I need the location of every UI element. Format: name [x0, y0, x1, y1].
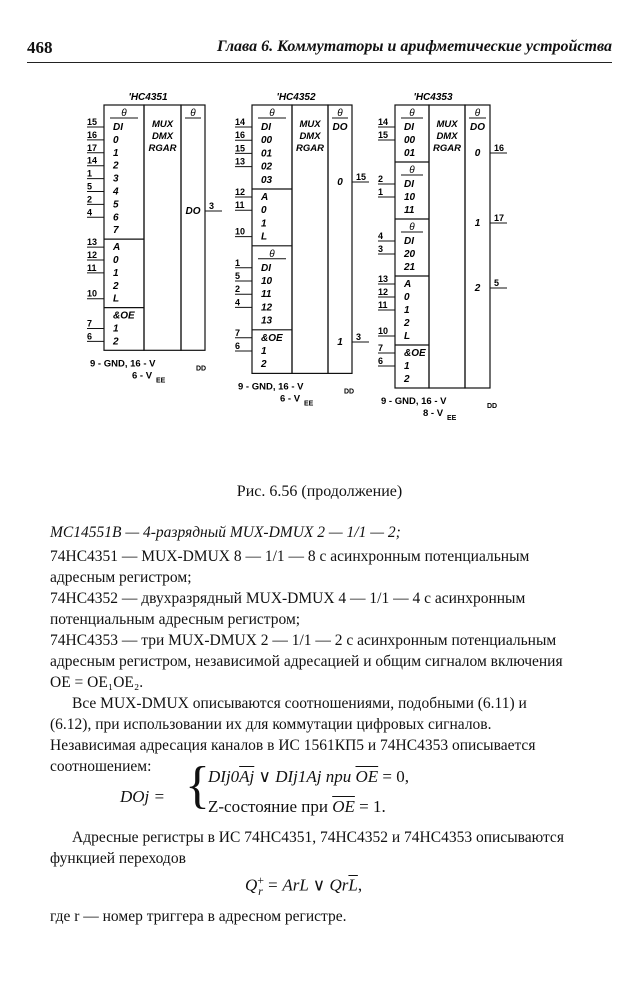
output-signal-label: DO — [332, 122, 348, 133]
paragraph-hc4351: 74HC4351 — MUX-DMUX 8 — 1/1 — 8 с асинхронным потенциальным адресным регистром; — [50, 548, 530, 586]
input-pin-number: 11 — [235, 200, 245, 211]
output-signal-label: DO — [185, 206, 201, 217]
power-note-sub: DD — [196, 365, 207, 373]
input-pin-number: 7 — [87, 318, 93, 329]
input-pin-number: 10 — [87, 288, 98, 299]
input-signal-label: 01 — [261, 148, 273, 160]
input-signal-label: 1 — [261, 346, 267, 357]
input-pin-number: 13 — [87, 237, 98, 248]
input-pin-number: 15 — [87, 117, 98, 127]
power-note: 9 - GND, 16 - V — [238, 381, 304, 393]
power-note: 8 - V — [423, 408, 444, 419]
input-pin-number: 17 — [87, 142, 98, 153]
input-signal-label: 1 — [261, 218, 267, 230]
input-pin-number: 5 — [235, 271, 241, 281]
input-pin-number: 1 — [87, 168, 93, 179]
input-pin-number: 7 — [378, 343, 384, 353]
equation-line2-c: = 1. — [354, 797, 386, 816]
input-pin-number: 4 — [87, 207, 93, 218]
input-pin-number: 12 — [87, 250, 98, 260]
input-signal-label: &OE — [261, 332, 283, 344]
chip-right-column — [181, 105, 205, 350]
input-signal-label: 6 — [113, 212, 119, 224]
equation-line1-e: = 0, — [378, 767, 410, 786]
input-signal-label: 2 — [404, 318, 410, 329]
chip-right-column — [328, 105, 352, 373]
output-signal-label: 1 — [474, 218, 481, 229]
paragraph-hc4352: 74HC4352 — двухразрядный MUX-DMUX 4 — 1/1 — 4 с асинхронным потенциальным адресным регистром; — [50, 590, 526, 628]
input-signal-label: 1 — [113, 323, 119, 335]
function-label: RGAR — [148, 143, 177, 154]
input-signal-label: 20 — [404, 249, 416, 260]
input-pin-number: 2 — [235, 284, 241, 295]
equation-doj-line1 — [208, 767, 409, 787]
input-signal-label: 11 — [261, 289, 272, 301]
input-pin-number: 6 — [87, 331, 93, 342]
figure-caption: Рис. 6.56 (продолжение) — [236, 483, 403, 500]
input-signal-label: 13 — [261, 315, 273, 327]
input-signal-label: &OE — [113, 310, 135, 322]
output-signal-label: 2 — [474, 283, 481, 294]
input-signal-label: 0 — [404, 292, 410, 303]
function-label: MUX — [299, 119, 321, 130]
theta-label: θ — [409, 165, 415, 176]
input-pin-number: 16 — [87, 129, 98, 140]
input-signal-label: 12 — [261, 302, 273, 314]
input-signal-label: 7 — [113, 225, 119, 237]
input-signal-label: 0 — [113, 255, 119, 266]
input-pin-number: 10 — [378, 326, 389, 336]
input-signal-label: &OE — [404, 348, 426, 359]
function-label: DMX — [436, 131, 458, 142]
input-signal-label: DI — [404, 236, 414, 247]
paragraph-registers: Адресные регистры в ИС 74HC4351, 74HC4352 и 74HC4353 описываются функцией переходов — [50, 829, 564, 867]
output-signal-label: DO — [470, 122, 485, 133]
input-pin-number: 11 — [87, 262, 97, 273]
input-pin-number: 2 — [378, 174, 384, 184]
input-pin-number: 3 — [378, 244, 384, 254]
paragraph-mc14551: MC14551B — 4-разрядный MUX-DMUX 2 — 1/1 — 2; — [50, 524, 401, 541]
output-pin-number: 17 — [494, 213, 505, 223]
input-signal-label: DI — [261, 262, 271, 274]
power-note-sub: DD — [487, 403, 498, 410]
power-note: 6 - V — [132, 370, 153, 382]
paragraph-hc4353: 74HC4353 — три MUX-DMUX 2 — 1/1 — 2 с асинхронным потенциальным адресным регистром, независимой адресацией и общим сигналом включения OE = OE₁OE₂. — [50, 632, 563, 691]
input-signal-label: L — [261, 231, 268, 243]
equation-doj-lhs — [120, 787, 165, 807]
input-signal-label: A — [261, 192, 269, 203]
input-signal-label: 02 — [261, 161, 273, 173]
input-signal-label: 0 — [261, 205, 267, 217]
theta-label: θ — [121, 108, 127, 119]
input-pin-number: 2 — [87, 194, 93, 205]
input-signal-label: 1 — [404, 305, 410, 316]
equation-line1-c: ∨ DIj1Aj при — [254, 767, 356, 786]
input-signal-label: DI — [113, 122, 123, 133]
output-pin-number: 16 — [494, 143, 505, 153]
input-pin-number: 14 — [378, 117, 389, 127]
equation-line1-b: $\overline{Aj}$ — [239, 767, 255, 786]
output-pin-number: 5 — [494, 278, 500, 288]
equation-line2-a: Z-состояние при — [208, 797, 333, 816]
equation-rhs-a: = ArL ∨ Qr — [262, 875, 349, 895]
input-pin-number: 4 — [378, 231, 384, 241]
power-note: 9 - GND, 16 - V — [90, 358, 156, 370]
equation-q-sub: r — [258, 884, 263, 899]
input-signal-label: DI — [261, 122, 271, 133]
input-signal-label: DI — [404, 122, 414, 133]
power-note-sub: DD — [344, 388, 355, 396]
header-rule — [27, 62, 612, 63]
input-signal-label: 2 — [113, 336, 119, 348]
function-label: DMX — [151, 131, 174, 142]
chip-name: 'HC4351 — [128, 92, 168, 103]
output-signal-label: 0 — [474, 148, 481, 159]
input-signal-label: 2 — [113, 280, 119, 292]
input-pin-number: 6 — [235, 341, 241, 351]
output-theta-label: θ — [190, 108, 196, 119]
input-pin-number: 12 — [378, 287, 389, 297]
input-signal-label: 00 — [261, 135, 273, 147]
input-pin-number: 11 — [378, 300, 388, 310]
chip-diagrams — [0, 80, 639, 475]
function-label: MUX — [151, 119, 174, 130]
input-pin-number: 13 — [378, 274, 389, 284]
equation-q: Q — [245, 875, 258, 895]
power-note-sub: EE — [304, 400, 314, 408]
function-label: RGAR — [433, 143, 461, 154]
theta-label: θ — [409, 222, 415, 233]
output-pin-number: 15 — [356, 172, 367, 182]
output-pin-number: 3 — [356, 332, 362, 342]
input-pin-number: 14 — [235, 117, 246, 127]
input-signal-label: 1 — [113, 267, 119, 279]
chip-name: 'HC4352 — [276, 92, 316, 103]
input-pin-number: 16 — [235, 130, 246, 141]
equation-brace: { — [185, 757, 210, 814]
input-signal-label: 11 — [404, 205, 415, 216]
input-signal-label: 10 — [404, 192, 416, 203]
theta-label: θ — [269, 248, 275, 260]
input-pin-number: 1 — [235, 257, 241, 268]
equation-doj-lhs-text: DOj = — [120, 787, 165, 806]
input-pin-number: 5 — [87, 181, 93, 192]
power-note-sub: EE — [447, 415, 457, 422]
input-pin-number: 4 — [235, 297, 241, 308]
input-signal-label: 5 — [113, 199, 119, 211]
input-pin-number: 13 — [235, 156, 246, 167]
input-signal-label: 2 — [261, 359, 267, 371]
input-signal-label: 3 — [113, 173, 119, 185]
equation-rhs-c: , — [357, 875, 363, 895]
equation-q-sup: + — [257, 873, 265, 887]
paragraph-trigger-note: где r — номер триггера в адресном регистре. — [50, 908, 347, 925]
paragraph-relations: Все MUX-DMUX описываются соотношениями, подобными (6.11) и (6.12), при использовании их для коммутации цифровых сигналов. Независимая адресация каналов в ИС 1561КП5 и 74HC4353 описывается соотношением: — [50, 695, 536, 775]
input-signal-label: 0 — [113, 134, 119, 146]
input-pin-number: 14 — [87, 155, 98, 166]
input-signal-label: 10 — [261, 276, 273, 287]
page-header — [27, 38, 612, 60]
output-signal-label: 1 — [337, 337, 343, 348]
output-pin-number: 3 — [209, 201, 215, 211]
function-label: DMX — [299, 131, 321, 142]
output-theta-label: θ — [337, 108, 343, 119]
input-signal-label: A — [113, 242, 121, 254]
input-pin-number: 15 — [235, 143, 246, 154]
page-number: 468 — [27, 38, 53, 57]
power-note: 9 - GND, 16 - V — [381, 396, 447, 407]
input-pin-number: 12 — [235, 187, 246, 197]
power-note-sub: EE — [156, 377, 166, 385]
input-signal-label: A — [404, 279, 412, 290]
input-signal-label: 1 — [404, 361, 410, 372]
theta-label: θ — [269, 108, 275, 119]
equation-line1-a: DIj0 — [208, 767, 240, 786]
input-signal-label: 1 — [113, 147, 119, 159]
power-note: 6 - V — [280, 393, 301, 405]
equation-rhs-b: $\overline{L}$ — [348, 875, 358, 895]
input-signal-label: DI — [404, 179, 414, 190]
chapter-title: Глава 6. Коммутаторы и арифметические устройства — [217, 38, 612, 55]
output-theta-label: θ — [474, 108, 481, 119]
input-signal-label: L — [113, 293, 120, 305]
input-pin-number: 15 — [378, 130, 389, 140]
input-signal-label: L — [404, 331, 411, 342]
input-signal-label: 00 — [404, 135, 416, 146]
input-signal-label: 21 — [404, 262, 416, 273]
input-signal-label: 01 — [404, 148, 416, 159]
function-label: MUX — [436, 119, 458, 130]
input-pin-number: 6 — [378, 356, 384, 366]
input-pin-number: 1 — [378, 187, 384, 197]
input-signal-label: 2 — [113, 160, 119, 172]
output-signal-label: 0 — [337, 177, 343, 188]
theta-label: θ — [409, 108, 415, 119]
input-signal-label: 4 — [113, 186, 119, 198]
equation-transition — [245, 873, 362, 899]
input-signal-label: 03 — [261, 174, 273, 186]
input-pin-number: 7 — [235, 327, 241, 338]
chip-name: 'HC4353 — [413, 92, 453, 103]
input-signal-label: 2 — [404, 374, 410, 385]
function-label: RGAR — [296, 143, 324, 154]
equation-doj-line2 — [208, 797, 386, 817]
equation-line2-b: $\overline{OE}$ — [332, 797, 355, 816]
input-pin-number: 10 — [235, 226, 246, 237]
equation-line1-d: $\overline{OE}$ — [355, 767, 379, 786]
